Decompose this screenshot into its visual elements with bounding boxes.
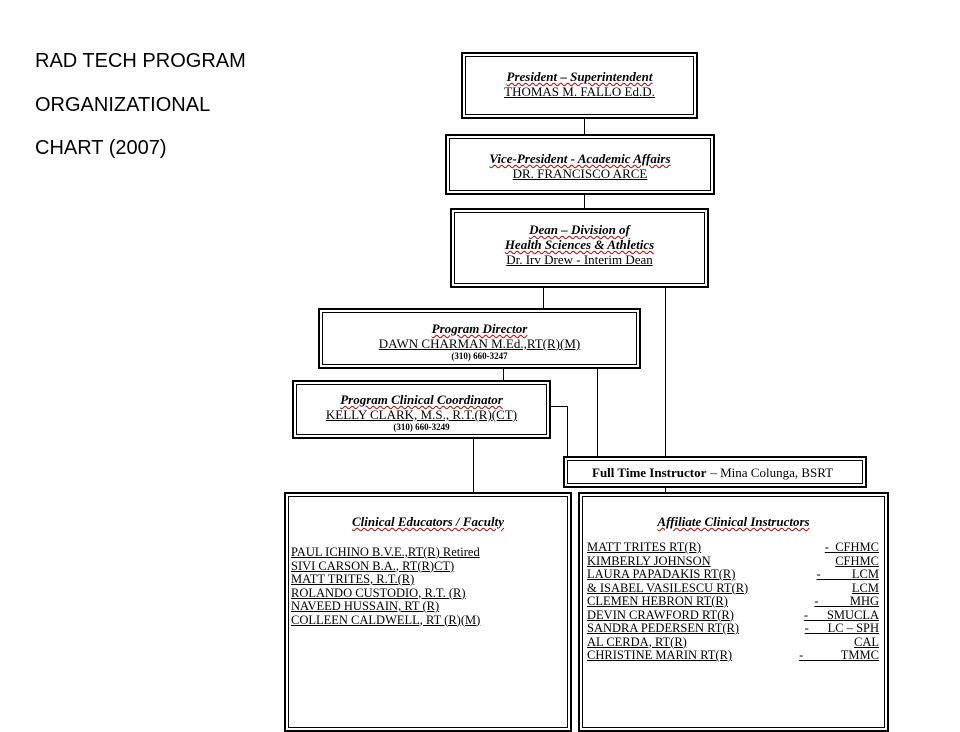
connector-president-vp [584, 119, 585, 134]
clinical-educators-title: Clinical Educators / Faculty [351, 514, 505, 529]
dean-name: Dr. Irv Drew - Interim Dean [506, 252, 653, 267]
connector-director-instructor [597, 369, 598, 456]
affiliate-item: DEVIN CRAWFORD RT(R) - SMUCLA [587, 607, 879, 622]
affiliate-item: CLEMEN HEBRON RT(R) - MHG [587, 594, 879, 608]
educator-item: ROLANDO CUSTODIO, R.T. (R) [291, 585, 466, 600]
affiliate-instructors-title: Affiliate Clinical Instructors [657, 514, 810, 529]
clinical-coordinator-phone: (310) 660-3249 [393, 422, 450, 432]
affiliate-item: MATT TRITES RT(R) - CFHMC [587, 540, 879, 554]
dean-box [450, 208, 709, 288]
connector-dean-director [543, 288, 544, 308]
educator-item: MATT TRITES, R.T.(R) [291, 572, 415, 586]
connector-coordinator-educators [473, 439, 474, 492]
president-name: THOMAS M. FALLO Ed.D. [504, 84, 655, 99]
educator-item: SIVI CARSON B.A., RT(R)CT) [291, 558, 455, 573]
affiliate-item: & ISABEL VASILESCU RT(R) LCM [587, 580, 879, 595]
chart-title-line-3: CHART (2007) [35, 137, 167, 159]
affiliate-item: SANDRA PEDERSEN RT(R) - LC – SPH [587, 621, 879, 635]
educator-item: NAVEED HUSSAIN, RT (R) [291, 599, 440, 613]
chart-title-line-2: ORGANIZATIONAL [35, 94, 211, 116]
full-time-instructor-label: Full Time Instructor [592, 465, 707, 480]
clinical-coordinator-title: Program Clinical Coordinator [340, 392, 503, 407]
vice-president-box [445, 134, 715, 195]
affiliate-item: CHRISTINE MARIN RT(R) - TMMC [587, 648, 879, 662]
president-box [461, 52, 698, 119]
full-time-instructor-name: – Mina Colunga, BSRT [710, 465, 834, 480]
connector-coordinator-instructor-h [551, 406, 567, 407]
dean-title-line-2: Health Sciences & Athletics [504, 237, 655, 252]
chart-title-line-1: RAD TECH PROGRAM [35, 50, 246, 72]
educator-item: PAUL ICHINO B.V.E.,RT(R) Retired [291, 545, 480, 559]
connector-vp-dean [584, 195, 585, 208]
affiliate-instructors-list [587, 541, 879, 663]
clinical-educators-list [291, 546, 480, 627]
connector-director-coordinator [503, 369, 504, 380]
vice-president-name: DR. FRANCISCO ARCE [512, 166, 648, 181]
dean-title-line-1: Dean – Division of [529, 222, 630, 237]
affiliate-item: KIMBERLY JOHNSON CFHMC [587, 553, 879, 568]
clinical-coordinator-box [292, 380, 551, 439]
program-director-phone: (310) 660-3247 [451, 351, 508, 361]
affiliate-item: AL CERDA, RT(R) CAL [587, 634, 879, 649]
educator-item: COLLEEN CALDWELL, RT (R)(M) [291, 612, 481, 627]
program-director-name: DAWN CHARMAN M.Ed.,RT(R)(M) [378, 336, 581, 351]
vice-president-title: Vice-President - Academic Affairs [489, 151, 671, 166]
president-title: President – Superintendent [506, 69, 653, 84]
clinical-coordinator-name: KELLY CLARK, M.S., R.T.(R)(CT) [325, 407, 518, 422]
program-director-box [318, 308, 641, 369]
program-director-title: Program Director [431, 321, 528, 336]
affiliate-item: LAURA PAPADAKIS RT(R) - LCM [587, 567, 879, 581]
connector-coordinator-instructor-v [567, 406, 568, 456]
full-time-instructor-box [563, 456, 867, 488]
